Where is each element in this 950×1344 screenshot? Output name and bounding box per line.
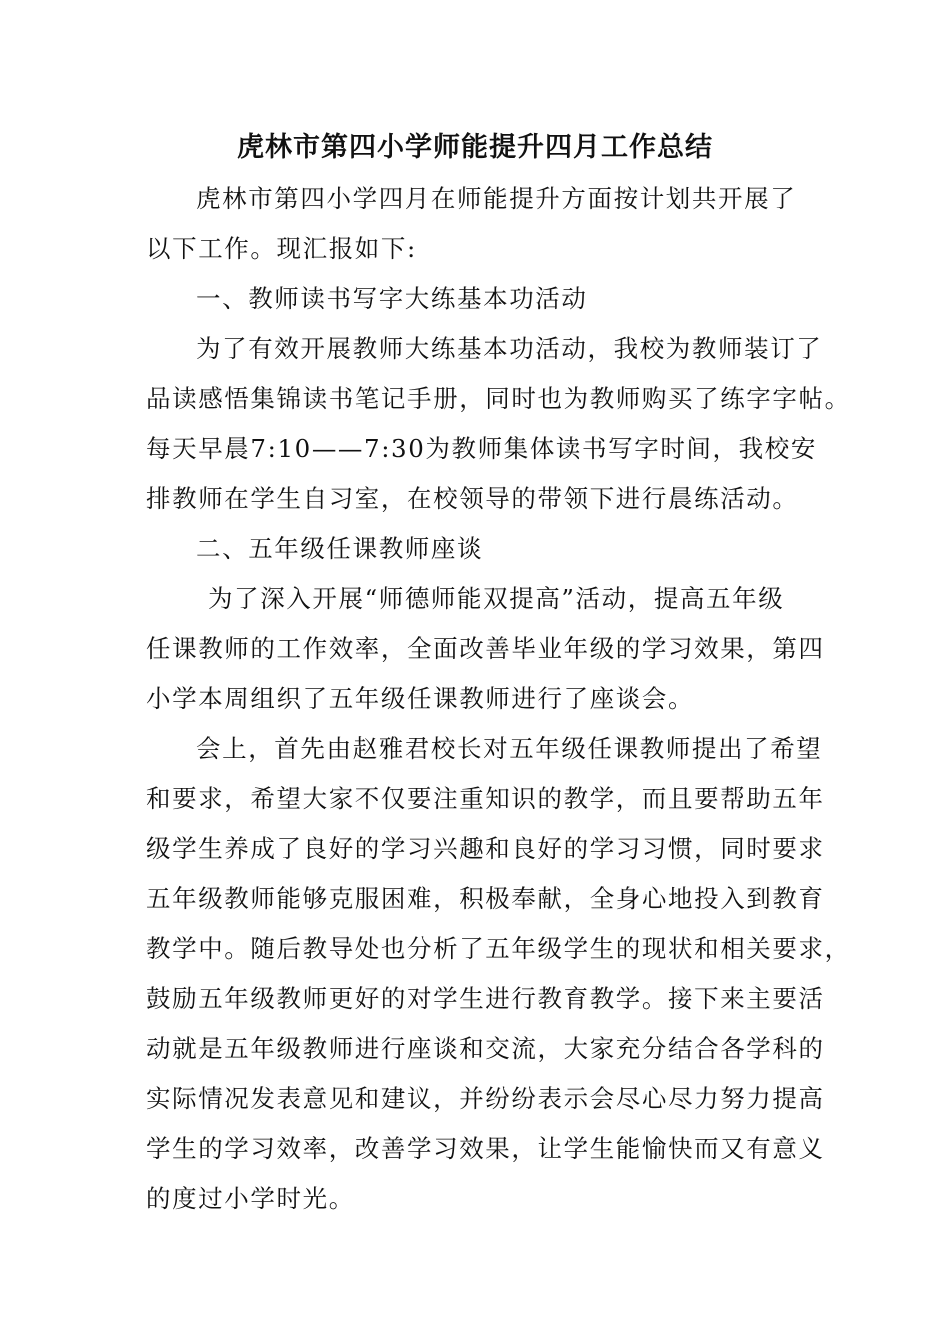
paragraph-3-line-2: 和要求，希望大家不仅要注重知识的教学，而且要帮助五年 xyxy=(146,784,825,813)
paragraph-1-line-3: 每天早晨7:10——7:30为教师集体读书写字时间，我校安 xyxy=(146,434,817,463)
paragraph-3-line-5: 教学中。随后教导处也分析了五年级学生的现状和相关要求， xyxy=(146,934,851,963)
paragraph-3-line-6: 鼓励五年级教师更好的对学生进行教育教学。接下来主要活 xyxy=(146,984,825,1013)
paragraph-3-line-7: 动就是五年级教师进行座谈和交流，大家充分结合各学科的 xyxy=(146,1034,825,1063)
paragraph-3-line-1: 会上，首先由赵雅君校长对五年级任课教师提出了希望 xyxy=(196,734,823,763)
paragraph-3-line-3: 级学生养成了良好的学习兴趣和良好的学习习惯，同时要求 xyxy=(146,834,825,863)
section-heading-1: 一、教师读书写字大练基本功活动 xyxy=(196,284,588,313)
paragraph-intro-line-1: 虎林市第四小学四月在师能提升方面按计划共开展了 xyxy=(196,184,797,213)
document-title: 虎林市第四小学师能提升四月工作总结 xyxy=(237,132,713,163)
paragraph-1-line-4: 排教师在学生自习室，在校领导的带领下进行晨练活动。 xyxy=(146,484,799,513)
paragraph-3-line-4: 五年级教师能够克服困难，积极奉献，全身心地投入到教育 xyxy=(146,884,825,913)
paragraph-3-line-9: 学生的学习效率，改善学习效果，让学生能愉快而又有意义 xyxy=(146,1134,825,1163)
paragraph-1-line-1: 为了有效开展教师大练基本功活动，我校为教师装订了 xyxy=(196,334,823,363)
paragraph-3-line-8: 实际情况发表意见和建议，并纷纷表示会尽心尽力努力提高 xyxy=(146,1084,825,1113)
section-heading-2: 二、五年级任课教师座谈 xyxy=(196,534,484,563)
paragraph-1-line-2: 品读感悟集锦读书笔记手册，同时也为教师购买了练字字帖。 xyxy=(146,384,851,413)
paragraph-intro-line-2: 以下工作。现汇报如下: xyxy=(146,234,417,263)
paragraph-2-line-2: 任课教师的工作效率，全面改善毕业年级的学习效果，第四 xyxy=(146,634,825,663)
paragraph-2-line-3: 小学本周组织了五年级任课教师进行了座谈会。 xyxy=(146,684,695,713)
paragraph-2-line-1: 为了深入开展“师德师能双提高”活动，提高五年级 xyxy=(208,584,785,613)
paragraph-3-line-10: 的度过小学时光。 xyxy=(146,1184,355,1213)
